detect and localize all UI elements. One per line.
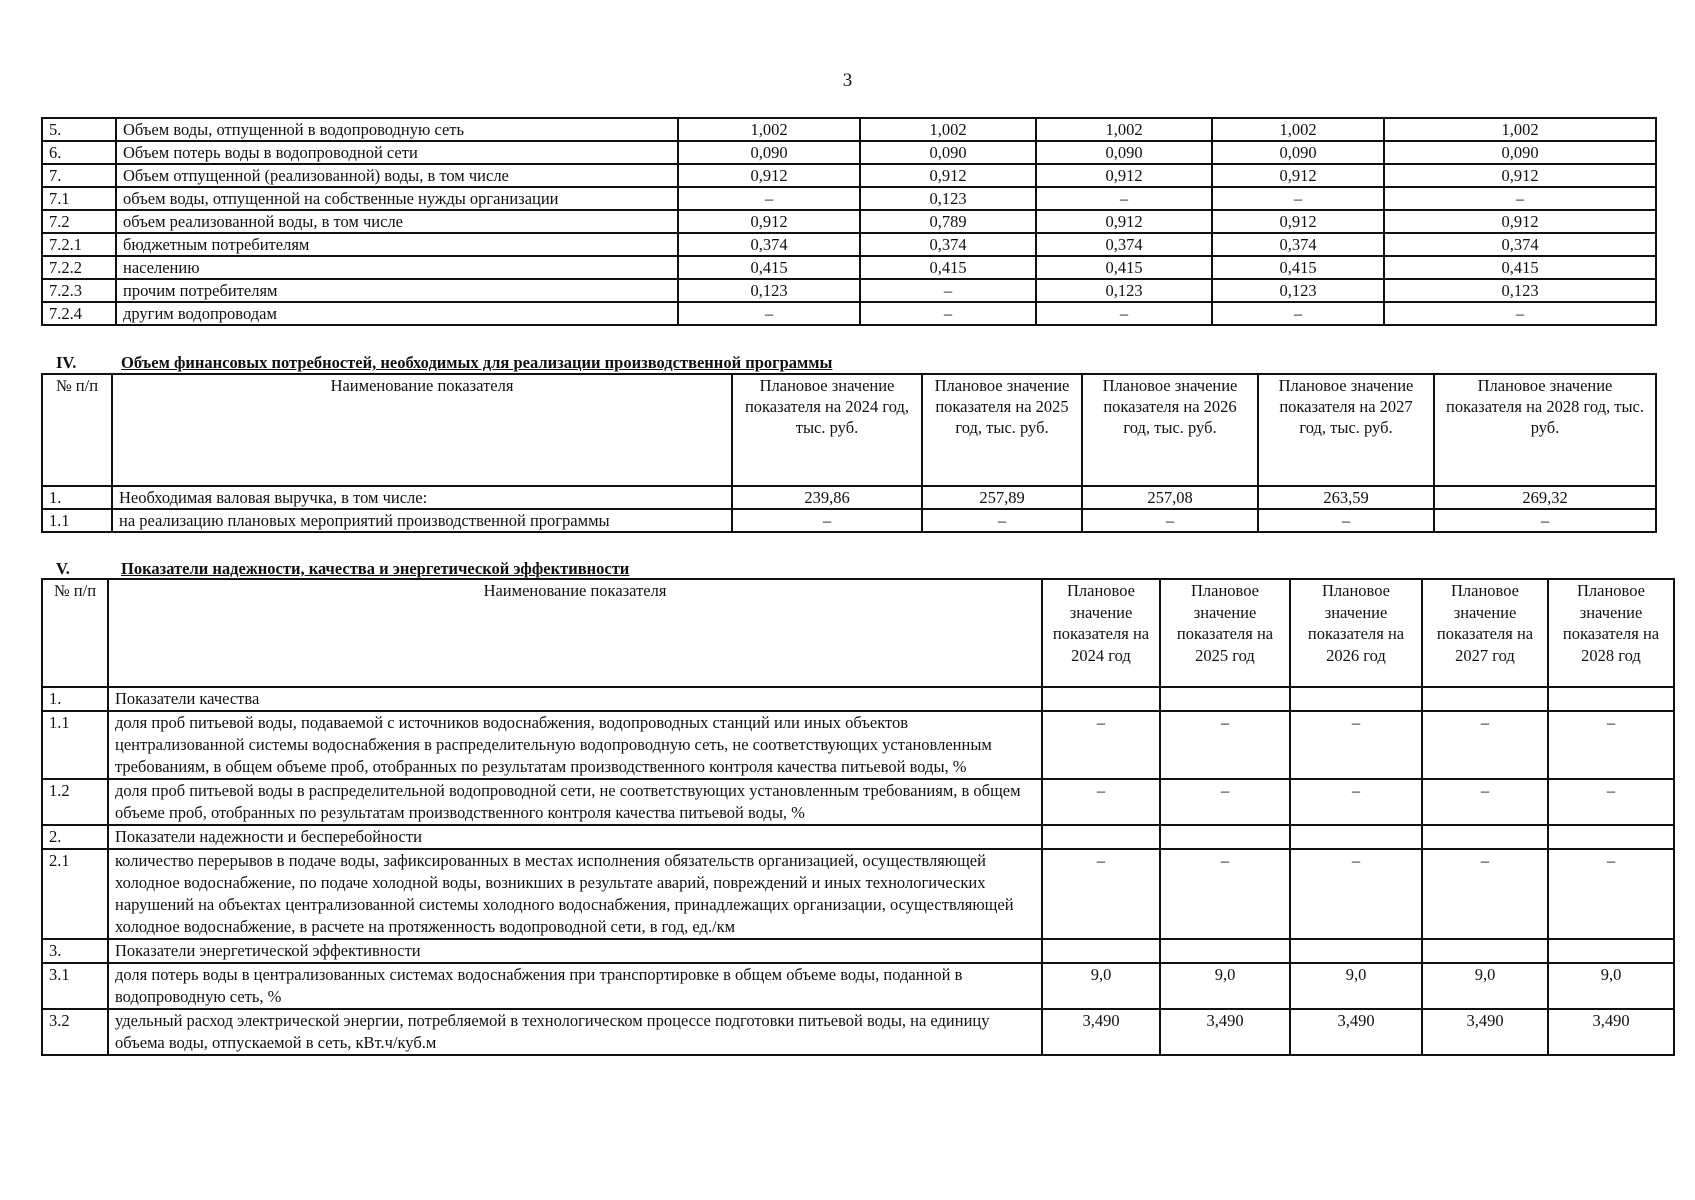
value-cell-2025: – [860,279,1036,302]
table-row [42,141,1656,164]
value-cell-2027: 1,002 [1212,118,1384,141]
value-cell-2026 [1290,687,1422,711]
value-cell-2028: 3,490 [1548,1009,1674,1055]
value-cell-2027: – [1212,187,1384,210]
value-cell-2025: – [1160,779,1290,825]
column-header-name: Наименование показателя [112,374,732,486]
row-name: Необходимая валовая выручка, в том числе: [112,486,732,509]
row-number: 3. [42,939,108,963]
value-cell-2027: – [1258,509,1434,532]
table-row [42,687,1674,711]
row-number: 7.1 [42,187,116,210]
row-number: 3.2 [42,1009,108,1055]
value-cell-2027: 0,912 [1212,210,1384,233]
value-cell-2026: 9,0 [1290,963,1422,1009]
value-cell-2027: – [1212,302,1384,325]
value-cell-2028: 0,415 [1384,256,1656,279]
water-volume-table [41,117,1657,326]
column-header-2025: Плановое значение показателя на 2025 год, тыс. руб. [922,374,1082,486]
table-row [42,256,1656,279]
row-name: количество перерывов в подаче воды, зафиксированных в местах исполнения обязательств организацией, осуществляющей холодное водоснабжение, по подаче холодной воды, возникших в результате аварий, повреждений и иных технологических нарушений на объектах централизованной системы холодного водоснабжения, принадлежащих организации, осуществляющей холодное водоснабжение, в расчете на протяженность водопроводной сети, в год, ед./км [108,849,1042,939]
row-number: 2. [42,825,108,849]
row-number: 7.2.3 [42,279,116,302]
row-number: 5. [42,118,116,141]
value-cell-2026: – [1036,302,1212,325]
value-cell-2028: 0,912 [1384,210,1656,233]
value-cell-2025: – [1160,711,1290,779]
column-header-2028: Плановое значение показателя на 2028 год, тыс. руб. [1434,374,1656,486]
value-cell-2025: 3,490 [1160,1009,1290,1055]
value-cell-2027 [1422,687,1548,711]
value-cell-2025: 0,090 [860,141,1036,164]
value-cell-2024: – [1042,849,1160,939]
value-cell-2026 [1290,939,1422,963]
value-cell-2026: 0,374 [1036,233,1212,256]
value-cell-2026 [1290,825,1422,849]
column-header-2026: Плановое значение показателя на 2026 год, тыс. руб. [1082,374,1258,486]
row-name: Объем воды, отпущенной в водопроводную сеть [116,118,678,141]
value-cell-2025: 0,123 [860,187,1036,210]
value-cell-2026: 0,912 [1036,210,1212,233]
row-number: 1. [42,486,112,509]
value-cell-2026: – [1290,849,1422,939]
row-number: 6. [42,141,116,164]
value-cell-2024: 239,86 [732,486,922,509]
value-cell-2028: 269,32 [1434,486,1656,509]
section-4-number: IV. [56,353,77,372]
value-cell-2024: – [732,509,922,532]
value-cell-2028: 0,374 [1384,233,1656,256]
value-cell-2024: 0,090 [678,141,860,164]
value-cell-2026: 0,415 [1036,256,1212,279]
value-cell-2028: – [1384,302,1656,325]
value-cell-2027: 0,374 [1212,233,1384,256]
row-name: прочим потребителям [116,279,678,302]
value-cell-2028: – [1548,711,1674,779]
table-row [42,963,1674,1009]
value-cell-2024: 0,123 [678,279,860,302]
value-cell-2026: 0,912 [1036,164,1212,187]
table-row [42,711,1674,779]
value-cell-2027: – [1422,779,1548,825]
value-cell-2027: – [1422,711,1548,779]
column-header-2027: Плановое значение показателя на 2027 год [1422,579,1548,687]
column-header-num: № п/п [42,579,108,687]
row-name: доля проб питьевой воды, подаваемой с источников водоснабжения, водопроводных станций или иных объектов централизованной системы водоснабжения в распределительную водопроводную сеть, не соответствующих установленным требованиям, в общем объеме проб, отобранных по результатам производственного контроля качества питьевой воды, % [108,711,1042,779]
value-cell-2026: 0,090 [1036,141,1212,164]
value-cell-2027: 0,415 [1212,256,1384,279]
value-cell-2027 [1422,825,1548,849]
column-header-2025: Плановое значение показателя на 2025 год [1160,579,1290,687]
column-header-2024: Плановое значение показателя на 2024 год, тыс. руб. [732,374,922,486]
value-cell-2024: – [1042,711,1160,779]
value-cell-2025: 0,789 [860,210,1036,233]
table-row [42,825,1674,849]
value-cell-2028: – [1384,187,1656,210]
row-number: 7.2.4 [42,302,116,325]
row-name: Показатели энергетической эффективности [108,939,1042,963]
row-number: 7.2.2 [42,256,116,279]
value-cell-2025: 257,89 [922,486,1082,509]
section-5-title: Показатели надежности, качества и энергетической эффективности [121,559,630,578]
value-cell-2024: 0,912 [678,164,860,187]
value-cell-2026: – [1290,711,1422,779]
value-cell-2026: 257,08 [1082,486,1258,509]
value-cell-2024: 0,912 [678,210,860,233]
value-cell-2024 [1042,939,1160,963]
value-cell-2026: 0,123 [1036,279,1212,302]
column-header-num: № п/п [42,374,112,486]
value-cell-2025: 0,374 [860,233,1036,256]
value-cell-2028 [1548,825,1674,849]
column-header-2026: Плановое значение показателя на 2026 год [1290,579,1422,687]
value-cell-2024: 1,002 [678,118,860,141]
value-cell-2028: 0,912 [1384,164,1656,187]
table-row [42,849,1674,939]
table-row [42,279,1656,302]
value-cell-2024: – [678,302,860,325]
row-number: 1. [42,687,108,711]
row-name: объем реализованной воды, в том числе [116,210,678,233]
reliability-quality-table [41,578,1675,1056]
table-row [42,779,1674,825]
row-name: Показатели качества [108,687,1042,711]
value-cell-2028: – [1434,509,1656,532]
row-name: объем воды, отпущенной на собственные нужды организации [116,187,678,210]
row-name: на реализацию плановых мероприятий производственной программы [112,509,732,532]
value-cell-2025 [1160,825,1290,849]
value-cell-2026: – [1082,509,1258,532]
value-cell-2024: 0,374 [678,233,860,256]
value-cell-2027: 0,123 [1212,279,1384,302]
row-name: другим водопроводам [116,302,678,325]
value-cell-2027: 3,490 [1422,1009,1548,1055]
row-name: доля проб питьевой воды в распределительной водопроводной сети, не соответствующих установленным требованиям, в общем объеме проб, отобранных по результатам производственного контроля качества питьевой воды, % [108,779,1042,825]
row-number: 7. [42,164,116,187]
value-cell-2027: 0,090 [1212,141,1384,164]
value-cell-2024: – [678,187,860,210]
value-cell-2026: – [1036,187,1212,210]
table-row [42,164,1656,187]
value-cell-2026: 1,002 [1036,118,1212,141]
row-number: 7.2.1 [42,233,116,256]
value-cell-2024: – [1042,779,1160,825]
value-cell-2028: 0,090 [1384,141,1656,164]
column-header-name: Наименование показателя [108,579,1042,687]
table-row [42,939,1674,963]
value-cell-2028 [1548,687,1674,711]
row-name: удельный расход электрической энергии, потребляемой в технологическом процессе подготовки питьевой воды, на единицу объема воды, отпускаемой в сеть, кВт.ч/куб.м [108,1009,1042,1055]
value-cell-2025: 0,415 [860,256,1036,279]
table-row [42,187,1656,210]
value-cell-2028: – [1548,849,1674,939]
value-cell-2025: 1,002 [860,118,1036,141]
row-name: Объем отпущенной (реализованной) воды, в том числе [116,164,678,187]
value-cell-2025: – [860,302,1036,325]
value-cell-2028: – [1548,779,1674,825]
row-name: бюджетным потребителям [116,233,678,256]
row-number: 7.2 [42,210,116,233]
value-cell-2028: 9,0 [1548,963,1674,1009]
financial-needs-table [41,373,1657,533]
value-cell-2024: 3,490 [1042,1009,1160,1055]
row-name: Показатели надежности и бесперебойности [108,825,1042,849]
row-name: доля потерь воды в централизованных системах водоснабжения при транспортировке в общем объеме воды, поданной в водопроводную сеть, % [108,963,1042,1009]
value-cell-2027 [1422,939,1548,963]
value-cell-2028 [1548,939,1674,963]
value-cell-2025: 0,912 [860,164,1036,187]
table-row [42,118,1656,141]
value-cell-2025 [1160,687,1290,711]
value-cell-2024: 0,415 [678,256,860,279]
value-cell-2024 [1042,687,1160,711]
value-cell-2028: 0,123 [1384,279,1656,302]
row-number: 1.2 [42,779,108,825]
value-cell-2027: 263,59 [1258,486,1434,509]
table-row [42,509,1656,532]
column-header-2028: Плановое значение показателя на 2028 год [1548,579,1674,687]
column-header-2027: Плановое значение показателя на 2027 год, тыс. руб. [1258,374,1434,486]
section-4-title: Объем финансовых потребностей, необходимых для реализации производственной программы [121,353,833,372]
value-cell-2026: – [1290,779,1422,825]
row-number: 2.1 [42,849,108,939]
row-name: населению [116,256,678,279]
value-cell-2027: 9,0 [1422,963,1548,1009]
value-cell-2027: 0,912 [1212,164,1384,187]
row-name: Объем потерь воды в водопроводной сети [116,141,678,164]
value-cell-2026: 3,490 [1290,1009,1422,1055]
column-header-2024: Плановое значение показателя на 2024 год [1042,579,1160,687]
value-cell-2024 [1042,825,1160,849]
value-cell-2025 [1160,939,1290,963]
section-5-number: V. [56,559,70,578]
value-cell-2027: – [1422,849,1548,939]
table-row [42,1009,1674,1055]
value-cell-2024: 9,0 [1042,963,1160,1009]
table-row [42,233,1656,256]
value-cell-2028: 1,002 [1384,118,1656,141]
value-cell-2025: – [1160,849,1290,939]
table-row [42,210,1656,233]
value-cell-2025: 9,0 [1160,963,1290,1009]
page-number: 3 [842,70,853,91]
row-number: 3.1 [42,963,108,1009]
row-number: 1.1 [42,711,108,779]
row-number: 1.1 [42,509,112,532]
value-cell-2025: – [922,509,1082,532]
table-row [42,486,1656,509]
table-row [42,302,1656,325]
